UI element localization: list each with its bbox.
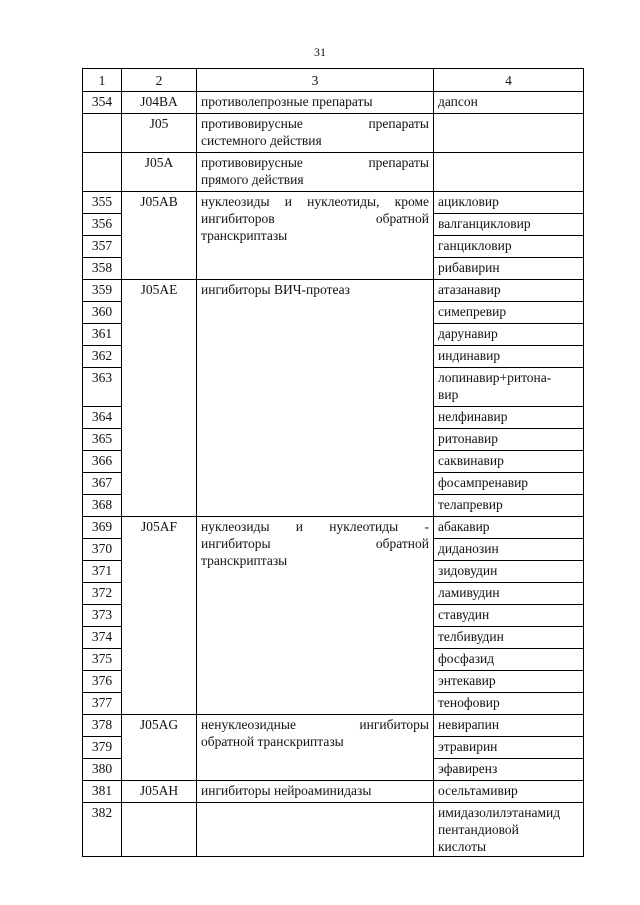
cell-line: ставудин	[438, 607, 490, 622]
row-number: 376	[83, 671, 122, 693]
cell-line: абакавир	[438, 519, 490, 534]
drug-name	[434, 346, 584, 368]
cell-line: индинавир	[438, 348, 501, 363]
table-row	[83, 781, 584, 803]
cell-line: вир	[438, 387, 459, 402]
row-number: 355	[83, 192, 122, 214]
atc-code: J05AH	[122, 781, 197, 803]
drug-name	[434, 429, 584, 451]
cell-line: противолепрозные препараты	[201, 94, 373, 109]
cell-line: прямого действия	[201, 172, 304, 187]
row-number: 380	[83, 759, 122, 781]
cell-line: фосампренавир	[438, 475, 529, 490]
cell-line: противовирусные препараты	[201, 155, 429, 170]
cell-line: фосфазид	[438, 651, 495, 666]
group-description	[197, 715, 434, 781]
group-description	[197, 192, 434, 280]
table-row	[83, 280, 584, 302]
drug-name	[434, 517, 584, 539]
drug-name	[434, 280, 584, 302]
drug-name	[434, 803, 584, 857]
drug-name	[434, 627, 584, 649]
drug-name	[434, 781, 584, 803]
drug-name	[434, 302, 584, 324]
cell-line: невирапин	[438, 717, 500, 732]
cell-line: транскриптазы	[201, 553, 288, 568]
row-number: 362	[83, 346, 122, 368]
table-row	[83, 715, 584, 737]
table-row	[83, 114, 584, 153]
atc-code: J04BA	[122, 92, 197, 114]
drug-name	[434, 368, 584, 407]
drug-name	[434, 92, 584, 114]
cell-line: ингибиторов обратной	[201, 211, 429, 226]
cell-line: ингибиторы ВИЧ-протеаз	[201, 282, 350, 297]
drug-name	[434, 192, 584, 214]
drug-name	[434, 561, 584, 583]
cell-line: лопинавир+ритона-	[438, 370, 552, 385]
row-number: 364	[83, 407, 122, 429]
cell-line: ритонавир	[438, 431, 499, 446]
row-number: 356	[83, 214, 122, 236]
header-col-2: 2	[122, 69, 197, 92]
cell-line: ингибиторы нейроаминидазы	[201, 783, 372, 798]
drug-name	[434, 407, 584, 429]
cell-line: рибавирин	[438, 260, 500, 275]
row-number: 379	[83, 737, 122, 759]
cell-line: имидазолилэтанамид	[438, 805, 561, 820]
drug-table	[82, 68, 584, 857]
row-number: 359	[83, 280, 122, 302]
cell-line: этравирин	[438, 739, 498, 754]
drug-name	[434, 759, 584, 781]
drug-name	[434, 583, 584, 605]
drug-name	[434, 214, 584, 236]
row-number: 363	[83, 368, 122, 407]
row-number: 374	[83, 627, 122, 649]
cell-line: ацикловир	[438, 194, 499, 209]
row-number: 365	[83, 429, 122, 451]
header-col-3: 3	[197, 69, 434, 92]
drug-name	[434, 539, 584, 561]
atc-code: J05AG	[122, 715, 197, 781]
atc-code: J05A	[122, 153, 197, 192]
row-number	[83, 114, 122, 153]
group-description	[197, 803, 434, 857]
row-number: 367	[83, 473, 122, 495]
row-number: 371	[83, 561, 122, 583]
row-number: 372	[83, 583, 122, 605]
row-number: 381	[83, 781, 122, 803]
drug-name	[434, 153, 584, 192]
atc-code: J05	[122, 114, 197, 153]
cell-line: кислоты	[438, 839, 487, 854]
group-description	[197, 781, 434, 803]
table-row	[83, 517, 584, 539]
row-number: 361	[83, 324, 122, 346]
atc-code: J05AF	[122, 517, 197, 715]
header-col-1: 1	[83, 69, 122, 92]
table-body	[83, 92, 584, 857]
cell-line: нуклеозиды и нуклеотиды -	[201, 519, 429, 534]
table-row	[83, 803, 584, 857]
row-number: 369	[83, 517, 122, 539]
cell-line: ламивудин	[438, 585, 500, 600]
table-row	[83, 153, 584, 192]
drug-name	[434, 693, 584, 715]
row-number: 378	[83, 715, 122, 737]
cell-line: телбивудин	[438, 629, 504, 644]
cell-line: эфавиренз	[438, 761, 498, 776]
row-number: 366	[83, 451, 122, 473]
drug-name	[434, 605, 584, 627]
row-number: 358	[83, 258, 122, 280]
atc-code: J05AB	[122, 192, 197, 280]
row-number: 370	[83, 539, 122, 561]
table-row	[83, 192, 584, 214]
cell-line: транскриптазы	[201, 228, 288, 243]
cell-line: осельтамивир	[438, 783, 518, 798]
cell-line: ненуклеозидные ингибиторы	[201, 717, 429, 732]
drug-name	[434, 495, 584, 517]
atc-code: J05AE	[122, 280, 197, 517]
row-number: 382	[83, 803, 122, 857]
drug-name	[434, 451, 584, 473]
cell-line: дарунавир	[438, 326, 498, 341]
cell-line: диданозин	[438, 541, 499, 556]
drug-name	[434, 324, 584, 346]
cell-line: валганцикловир	[438, 216, 531, 231]
header-col-4: 4	[434, 69, 584, 92]
row-number: 360	[83, 302, 122, 324]
group-description	[197, 153, 434, 192]
drug-name	[434, 473, 584, 495]
cell-line: нелфинавир	[438, 409, 508, 424]
group-description	[197, 114, 434, 153]
row-number	[83, 153, 122, 192]
cell-line: противовирусные препараты	[201, 116, 429, 131]
drug-name	[434, 671, 584, 693]
cell-line: пентандиовой	[438, 822, 519, 837]
table-header-row	[83, 69, 584, 92]
cell-line: зидовудин	[438, 563, 498, 578]
cell-line: нуклеозиды и нуклеотиды, кроме	[201, 194, 429, 209]
cell-line: ганцикловир	[438, 238, 512, 253]
cell-line: обратной транскриптазы	[201, 734, 344, 749]
group-description	[197, 517, 434, 715]
cell-line: ингибиторы обратной	[201, 536, 429, 551]
drug-name	[434, 114, 584, 153]
atc-code	[122, 803, 197, 857]
cell-line: телапревир	[438, 497, 503, 512]
drug-name	[434, 737, 584, 759]
table-row	[83, 92, 584, 114]
group-description	[197, 280, 434, 517]
row-number: 375	[83, 649, 122, 671]
row-number: 373	[83, 605, 122, 627]
row-number: 354	[83, 92, 122, 114]
drug-name	[434, 236, 584, 258]
row-number: 377	[83, 693, 122, 715]
drug-name	[434, 715, 584, 737]
cell-line: тенофовир	[438, 695, 500, 710]
row-number: 368	[83, 495, 122, 517]
cell-line: системного действия	[201, 133, 322, 148]
drug-name	[434, 649, 584, 671]
page-number: 31	[314, 45, 326, 59]
cell-line: дапсон	[438, 94, 478, 109]
drug-name	[434, 258, 584, 280]
group-description	[197, 92, 434, 114]
cell-line: саквинавир	[438, 453, 504, 468]
cell-line: симепревир	[438, 304, 507, 319]
row-number: 357	[83, 236, 122, 258]
cell-line: энтекавир	[438, 673, 496, 688]
cell-line: атазанавир	[438, 282, 501, 297]
